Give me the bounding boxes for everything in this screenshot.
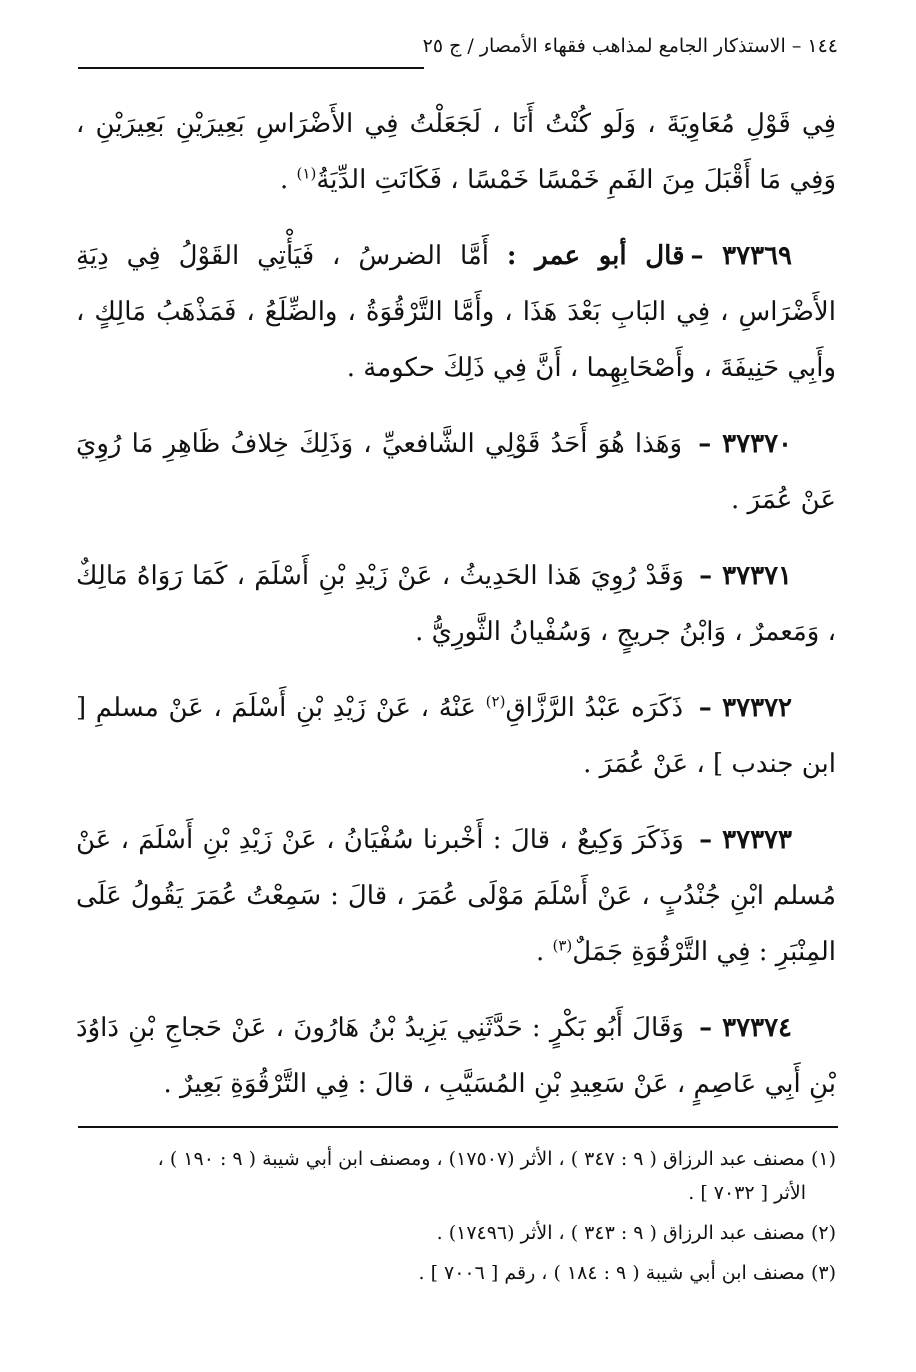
paragraph-37374 <box>76 1000 836 1112</box>
paragraph-number: ٣٧٣٧٠ – <box>698 429 792 459</box>
paragraph-text: أَمَّا الضرسُ ، فَيَأْتِي القَوْلُ فِي دِيَةِ الأَضْرَاسِ ، فِي البَابِ بَعْدَ هَذَا ، وأَمَّا التَّرْقُوَةُ ، والضِّلَعُ ، فَمَذْهَبُ مَالِكٍ ، وأَبِي حَنِيفَةَ ، وأَصْحَابِهِما ، أَنَّ فِي ذَلِكَ حكومة . <box>76 241 836 383</box>
paragraph-number: ٣٧٣٧٢ – <box>698 693 792 723</box>
paragraph-text: وَهَذا هُوَ أَحَدُ قَوْلِي الشَّافعيِّ ، وَذَلِكَ خِلافُ ظَاهِرِ مَا رُوِيَ عَنْ عُمَرَ . <box>76 429 836 515</box>
paragraph-37369 <box>76 228 836 396</box>
paragraph-number: ٣٧٣٦٩ – <box>690 241 792 271</box>
footnote-text-cont: الأثر [ ٧٠٣٢ ] . <box>688 1182 806 1204</box>
paragraph-number: ٣٧٣٧٤ – <box>699 1013 792 1043</box>
footnote-ref: (١) <box>296 164 317 183</box>
paragraph-text: وَقَالَ أَبُو بَكْرٍ : حَدَّثَنِي يَزِيدُ بْنُ هَارُونَ ، عَنْ حَجاجِ بْنِ دَاوُدَ بْنِ أَبِي عَاصِمٍ ، عَنْ سَعِيدِ بْنِ المُسَيَّبِ ، قالَ : فِي التَّرْقُوَةِ بَعِيرٌ . <box>76 1013 836 1099</box>
footnote-rule <box>78 1126 838 1128</box>
paragraph-37373 <box>76 812 836 980</box>
main-text <box>76 96 836 1132</box>
paragraph-text: وَذَكَرَ وَكِيعٌ ، قالَ : أَخْبرنا سُفْيَانُ ، عَنْ زَيْدِ بْنِ أَسْلَمَ ، عَنْ مُسلم ابْنِ جُنْدُبٍ ، عَنْ أَسْلَمَ مَوْلَى عُمَرَ ، قالَ : سَمِعْتُ عُمَرَ يَقُولُ عَلَى المِنْبَرِ : فِي التَّرْقُوَةِ جَمَلٌ <box>76 825 836 967</box>
paragraph-37372 <box>76 680 836 792</box>
paragraph-text: فِي قَوْلِ مُعَاوِيَةَ ، وَلَو كُنْتُ أَنَا ، لَجَعَلْتُ فِي الأَضْرَاسِ بَعِيرَيْنِ بَعِيرَيْنِ ، وَفِي مَا أَقْبَلَ مِنَ الفَمِ خَمْسًا خَمْسًا ، فَكَانَتِ الدِّيَةُ <box>76 109 836 195</box>
paragraph-text: عَنْهُ ، عَنْ زَيْدِ بْنِ أَسْلَمَ ، عَنْ مسلمِ [ ابن جندب ] ، عَنْ عُمَرَ . <box>76 693 836 779</box>
header-rule <box>78 67 424 69</box>
paragraph-end: . <box>280 165 297 195</box>
footnote-ref: (٣) <box>552 936 573 955</box>
paragraph-number: ٣٧٣٧٣ – <box>699 825 792 855</box>
footnote-ref: (٢) <box>485 692 506 711</box>
footnotes <box>76 1142 836 1296</box>
paragraph-text: وَقَدْ رُوِيَ هَذا الحَدِيثُ ، عَنْ زَيْدِ بْنِ أَسْلَمَ ، كَمَا رَوَاهُ مَالِكٌ ، وَمَعمرٌ ، وَابْنُ جريجٍ ، وَسُفْيانُ الثَّورِيُّ . <box>76 561 836 647</box>
paragraph-37371 <box>76 548 836 660</box>
paragraph-37370 <box>76 416 836 528</box>
paragraph-number: ٣٧٣٧١ – <box>699 561 792 591</box>
paragraph-text: ذَكَرَه عَبْدُ الرَّزَّاقِ <box>505 693 693 723</box>
paragraph-continuation <box>76 96 836 208</box>
footnote-3: (٣) مصنف ابن أبي شيبة ( ٩ : ١٨٤ ) ، رقم [ ٧٠٠٦ ] . <box>418 1262 836 1284</box>
paragraph-end: . <box>535 937 553 967</box>
footnote-1 <box>76 1142 836 1210</box>
footnote-text: (١) مصنف عبد الرزاق ( ٩ : ٣٤٧ ) ، الأثر (١٧٥٠٧) ، ومصنف ابن أبي شيبة ( ٩ : ١٩٠ ) ، <box>157 1148 836 1170</box>
speaker-label: قال أبو عمر : <box>506 241 685 271</box>
running-header: ١٤٤ – الاستذكار الجامع لمذاهب فقهاء الأمصار / ج ٢٥ <box>422 35 838 57</box>
footnote-2: (٢) مصنف عبد الرزاق ( ٩ : ٣٤٣ ) ، الأثر (١٧٤٩٦) . <box>436 1222 836 1244</box>
